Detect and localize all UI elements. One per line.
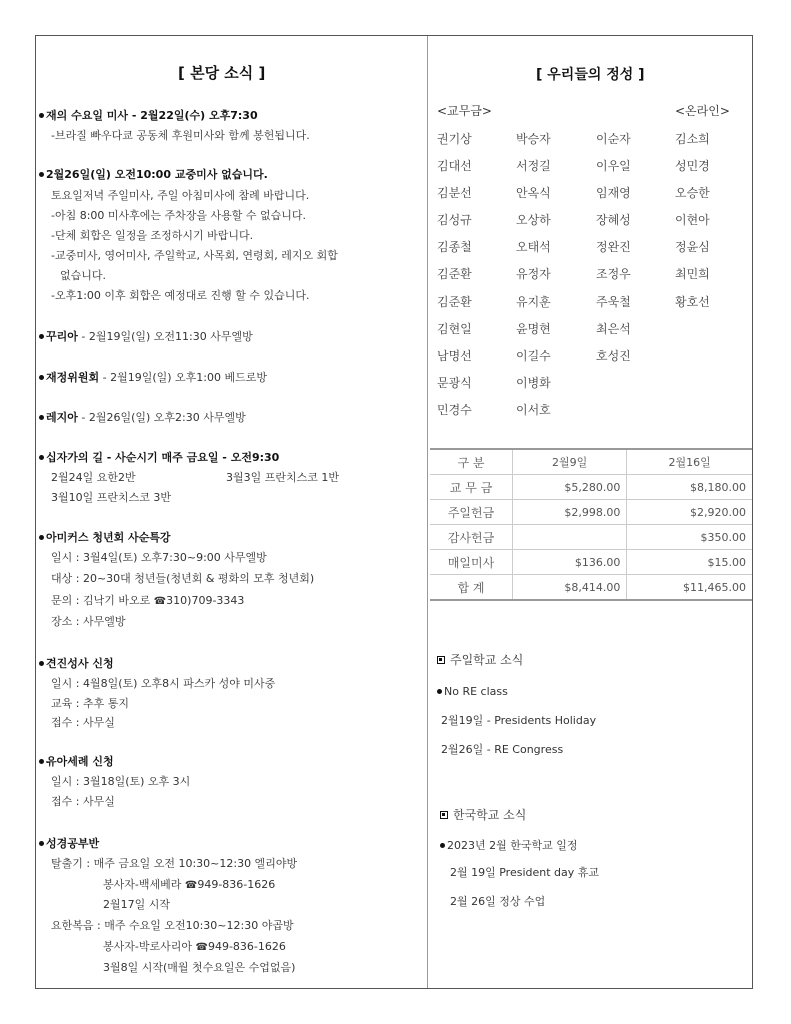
bullet-icon xyxy=(440,843,445,848)
table-row: 합 계 $8,414.00 $11,465.00 xyxy=(430,575,752,601)
column-divider xyxy=(427,36,428,988)
table-row: 매일미사 $136.00 $15.00 xyxy=(430,550,752,575)
regia-line: 레지아 - 2월26일(일) 오후2:30 사무엘방 xyxy=(46,411,246,424)
amicus-contact: 문의 : 김낙기 바오로 ☎310)709-3343 xyxy=(51,594,245,607)
confirmation-line: 일시 : 4월8일(토) 오후8시 파스카 성야 미사중 xyxy=(51,677,276,690)
ash-wednesday-note: -브라질 빠우다쿄 공동체 후원미사와 함께 봉헌됩니다. xyxy=(51,129,310,142)
amicus-line: 대상 : 20~30대 청년들(청년회 & 평화의 모후 청년회) xyxy=(51,572,315,585)
curia-line: 꾸리아 - 2월19일(일) 오전11:30 사무엘방 xyxy=(46,330,253,343)
donor-column-3: 이순자 이우일 임재영 장혜성 정완진 조정우 주욱철 최은석 호성진 xyxy=(596,132,631,363)
table-row: 교 무 금 $5,280.00 $8,180.00 xyxy=(430,475,752,500)
offering-table xyxy=(430,448,752,601)
korean-school-title: 한국학교 소식 xyxy=(453,808,527,822)
table-row: 감사헌금 $350.00 xyxy=(430,525,752,550)
stations-line: 3월3일 프란치스코 1반 xyxy=(226,471,339,484)
bullet-icon xyxy=(39,334,44,339)
stations-line: 3월10일 프란치스코 3반 xyxy=(51,491,171,504)
table-header-row: 구 분 2월9일 2월16일 xyxy=(430,449,752,475)
bible-study-title: 성경공부반 xyxy=(46,837,100,850)
no-mass-line: 토요일저녁 주일미사, 주일 아침미사에 참례 바랍니다. xyxy=(51,189,310,202)
confirmation-line: 접수 : 사무실 xyxy=(51,716,115,729)
sunday-school-bullet: No RE class xyxy=(444,685,508,698)
no-mass-line: -아침 8:00 미사후에는 주차장을 사용할 수 없습니다. xyxy=(51,209,307,222)
offerings-title: [ 우리들의 정성 ] xyxy=(536,67,645,83)
korean-school-line: 2월 26일 정상 수업 xyxy=(450,895,546,908)
bible-study-line: 요한복음 : 매주 수요일 오전10:30~12:30 야곱방 xyxy=(51,919,294,932)
confirmation-title: 견진성사 신청 xyxy=(46,657,114,670)
ash-wednesday-title: 재의 수요일 미사 - 2월22일(수) 오후7:30 xyxy=(46,109,258,122)
bullet-icon xyxy=(39,535,44,540)
sunday-school-line: 2월26일 - RE Congress xyxy=(441,743,564,756)
bullet-icon xyxy=(39,113,44,118)
infant-baptism-title: 유아세례 신청 xyxy=(46,755,114,768)
bullet-icon xyxy=(39,841,44,846)
stations-title: 십자가의 길 - 사순시기 매주 금요일 - 오전9:30 xyxy=(46,451,280,464)
telephone-icon: ☎ xyxy=(195,942,208,953)
amicus-line: 장소 : 사무엘방 xyxy=(51,615,126,628)
bible-study-contact: 봉사자-박로사리아 ☎949-836-1626 xyxy=(103,940,286,953)
telephone-icon: ☎ xyxy=(153,596,167,607)
bullet-icon xyxy=(39,661,44,666)
finance-committee-line: 재정위원회 - 2월19일(일) 오후1:00 베드로방 xyxy=(46,371,268,384)
stations-line: 2월24일 요한2반 xyxy=(51,471,136,484)
online-label: <온라인> xyxy=(675,104,730,118)
bible-study-line: 2월17일 시작 xyxy=(103,898,170,911)
bullet-icon xyxy=(39,375,44,380)
amicus-line: 일시 : 3월4일(토) 오후7:30~9:00 사무엘방 xyxy=(51,551,267,564)
no-mass-line: -오후1:00 이후 회합은 예정대로 진행 할 수 있습니다. xyxy=(51,289,310,302)
infant-baptism-line: 일시 : 3월18일(토) 오후 3시 xyxy=(51,775,191,788)
no-mass-line: -교중미사, 영어미사, 주일학교, 사목회, 연령회, 레지오 회합 xyxy=(51,249,338,262)
sunday-school-line: 2월19일 - Presidents Holiday xyxy=(441,714,597,727)
telephone-icon: ☎ xyxy=(184,880,198,891)
no-mass-line: -단체 회합은 일정을 조정하시기 바랍니다. xyxy=(51,229,254,242)
korean-school-line: 2월 19일 President day 휴교 xyxy=(450,866,600,879)
dues-label: <교무금> xyxy=(437,104,492,118)
table-row: 주일헌금 $2,998.00 $2,920.00 xyxy=(430,500,752,525)
bullet-icon xyxy=(39,759,44,764)
donor-column-2: 박승자 서정길 안옥식 오상하 오태석 유정자 유지훈 윤명현 이길수 이병화 이서호 xyxy=(516,132,551,417)
bullet-icon xyxy=(39,172,44,177)
infant-baptism-line: 접수 : 사무실 xyxy=(51,795,115,808)
parish-news-title: [ 본당 소식 ] xyxy=(178,64,266,82)
no-mass-title: 2월26일(일) 오전10:00 교중미사 없습니다. xyxy=(46,168,268,181)
sunday-school-title: 주일학교 소식 xyxy=(450,653,524,667)
confirmation-line: 교육 : 추후 통지 xyxy=(51,697,129,710)
bullet-icon xyxy=(39,455,44,460)
bible-study-line: 3월8일 시작(매월 첫수요일은 수업없음) xyxy=(103,961,296,974)
donor-column-1: 권기상 김대선 김분선 김성규 김종철 김준환 김준환 김현일 남명선 문광식 민경수 xyxy=(437,132,472,417)
amicus-title: 아미커스 청년회 사순특강 xyxy=(46,531,171,544)
square-bullet-icon xyxy=(437,656,445,664)
bible-study-contact: 봉사자-백세베라 ☎949-836-1626 xyxy=(103,878,276,891)
korean-school-bullet: 2023년 2월 한국학교 일정 xyxy=(447,839,578,852)
bible-study-line: 탈출기 : 매주 금요일 오전 10:30~12:30 엘리야방 xyxy=(51,857,298,870)
bullet-icon xyxy=(437,689,442,694)
square-bullet-icon xyxy=(440,811,448,819)
bullet-icon xyxy=(39,415,44,420)
no-mass-line: 없습니다. xyxy=(60,269,107,282)
online-donor-column: 김소희 성민경 오승한 이현아 정윤심 최민희 황호선 xyxy=(675,132,710,309)
